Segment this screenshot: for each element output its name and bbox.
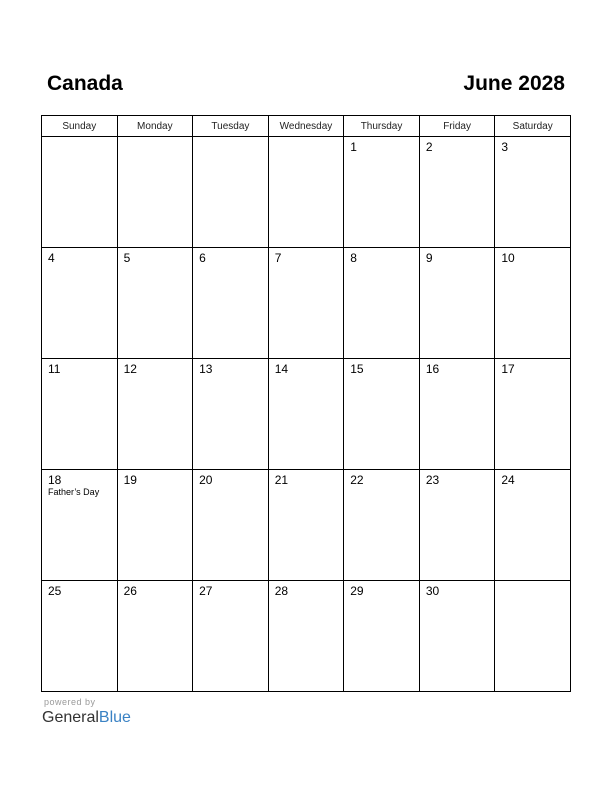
day-cell	[344, 581, 420, 692]
day-cell	[268, 359, 344, 470]
day-cell	[193, 137, 269, 248]
day-number: 15	[350, 362, 364, 376]
day-number: 5	[123, 251, 131, 265]
day-number: 25	[48, 584, 62, 598]
day-cell	[42, 137, 118, 248]
day-number: 22	[350, 473, 364, 487]
day-number: 9	[425, 251, 433, 265]
day-cell	[344, 470, 420, 581]
day-cell	[419, 137, 495, 248]
day-number: 27	[199, 584, 213, 598]
brand-logo[interactable]	[42, 708, 131, 728]
day-cell	[268, 248, 344, 359]
day-cell	[42, 470, 118, 581]
brand-name-general: General	[42, 709, 99, 726]
powered-by-text: powered by	[44, 697, 96, 707]
day-cell	[117, 581, 193, 692]
day-number: 8	[350, 251, 357, 265]
day-number: 29	[350, 584, 364, 598]
day-cell	[419, 248, 495, 359]
day-cell	[419, 359, 495, 470]
weekday-thursday: Thursday	[344, 116, 420, 137]
day-cell	[42, 359, 118, 470]
weekday-monday: Monday	[117, 116, 193, 137]
weekday-friday: Friday	[419, 116, 495, 137]
weekday-wednesday: Wednesday	[268, 116, 344, 137]
day-number: 26	[123, 584, 137, 598]
day-number	[193, 137, 268, 140]
day-cell	[495, 470, 571, 581]
day-number: 7	[274, 251, 282, 265]
day-cell	[117, 248, 193, 359]
day-number: 30	[425, 584, 440, 598]
footer-branding	[42, 697, 131, 728]
brand-name-blue: Blue	[98, 709, 131, 726]
day-number: 19	[123, 473, 137, 487]
weekday-header-row	[42, 116, 571, 137]
day-cell	[193, 470, 269, 581]
day-cell	[495, 581, 571, 692]
day-number: 21	[274, 473, 289, 487]
day-number: 3	[501, 140, 509, 154]
calendar-grid	[41, 115, 571, 692]
day-cell	[42, 581, 118, 692]
day-number	[118, 137, 193, 140]
day-cell	[419, 470, 495, 581]
country-title: Canada	[47, 72, 123, 95]
day-number: 23	[425, 473, 440, 487]
week-row	[42, 581, 571, 692]
day-number: 6	[199, 251, 206, 265]
day-number: 10	[501, 251, 515, 265]
day-cell	[495, 137, 571, 248]
day-cell	[344, 137, 420, 248]
weekday-sunday: Sunday	[42, 116, 118, 137]
day-number: 16	[425, 362, 440, 376]
day-number: 14	[274, 362, 289, 376]
day-cell	[495, 359, 571, 470]
day-cell	[268, 137, 344, 248]
day-number: 17	[501, 362, 515, 376]
day-cell	[419, 581, 495, 692]
day-number: 13	[199, 362, 213, 376]
day-cell	[193, 359, 269, 470]
day-cell	[117, 359, 193, 470]
day-cell	[268, 470, 344, 581]
day-number	[495, 581, 570, 584]
day-number: 28	[274, 584, 289, 598]
day-number: 1	[350, 140, 357, 154]
day-number: 20	[199, 473, 213, 487]
day-number: 4	[48, 251, 55, 265]
week-row	[42, 137, 571, 248]
day-number: 12	[123, 362, 137, 376]
day-cell	[117, 137, 193, 248]
holiday-label: Father’s Day	[48, 487, 100, 497]
day-number	[42, 137, 117, 140]
weekday-saturday: Saturday	[495, 116, 571, 137]
day-cell	[344, 359, 420, 470]
day-cell	[495, 248, 571, 359]
day-number	[269, 137, 344, 140]
day-cell	[42, 248, 118, 359]
month-title: June 2028	[463, 72, 565, 95]
day-cell	[193, 581, 269, 692]
week-row	[42, 359, 571, 470]
day-cell	[344, 248, 420, 359]
day-number: 11	[48, 362, 61, 376]
weekday-tuesday: Tuesday	[193, 116, 269, 137]
day-cell	[193, 248, 269, 359]
day-number: 18	[48, 473, 62, 487]
day-cell	[268, 581, 344, 692]
day-number: 2	[425, 140, 433, 154]
week-row	[42, 248, 571, 359]
day-number: 24	[501, 473, 515, 487]
week-row	[42, 470, 571, 581]
day-cell	[117, 470, 193, 581]
